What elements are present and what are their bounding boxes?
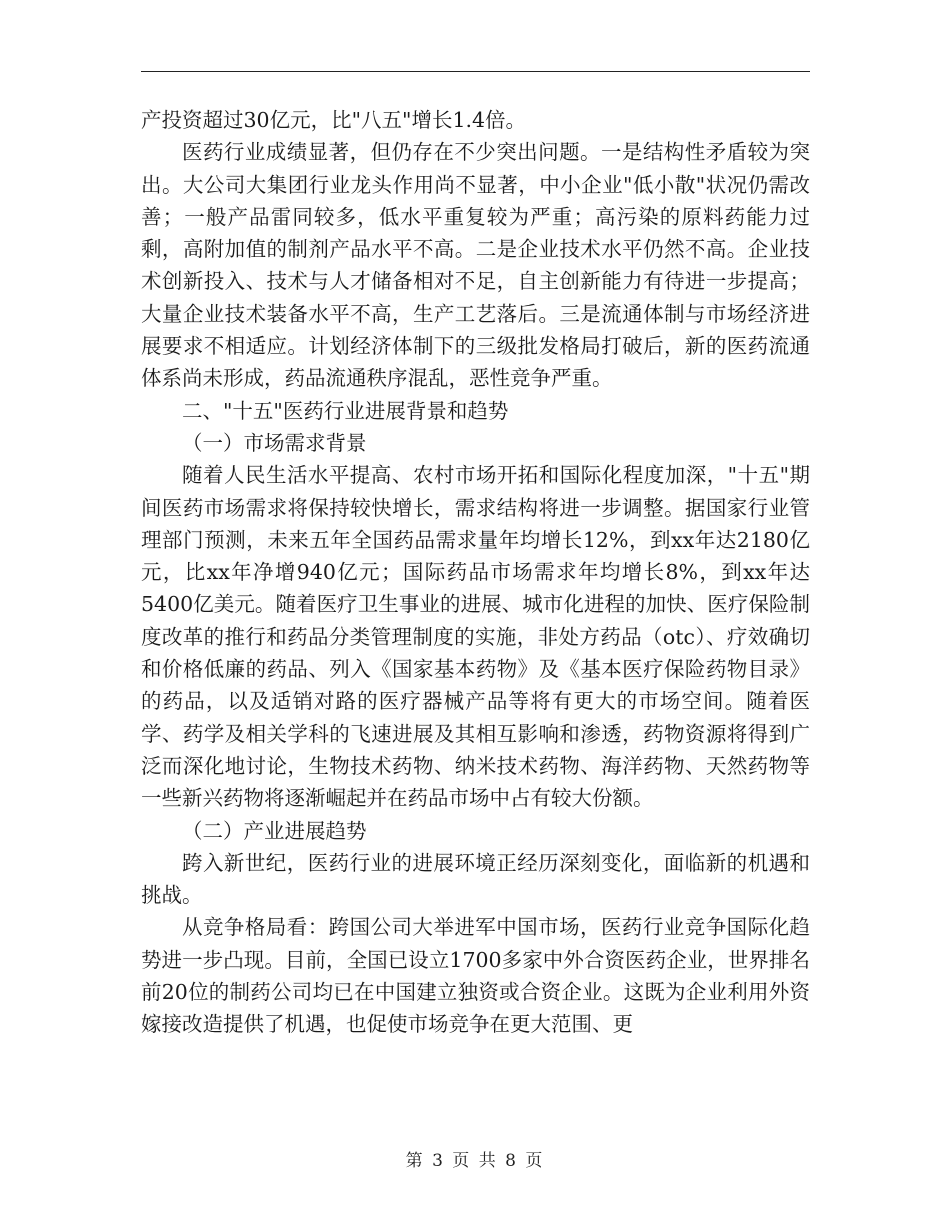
- paragraph-problems: 医药行业成绩显著，但仍存在不少突出问题。一是结构性矛盾较为突出。大公司大集团行业龙头作用尚不显著，中小企业"低小散"状况仍需改善；一般产品雷同较多，低水平重复较为严重；高污染的原料药能力过剩，高附加值的制剂产品水平不高。二是企业技术水平仍然不高。企业技术创新投入、技术与人才储备相对不足，自主创新能力有待进一步提高；大量企业技术装备水平不高，生产工艺落后。三是流通体制与市场经济进展要求不相适应。计划经济体制下的三级批发格局打破后，新的医药流通体系尚未形成，药品流通秩序混乱，恶性竞争严重。: [141, 140, 810, 391]
- paragraph-market-demand: 随着人民生活水平提高、农村市场开拓和国际化程度加深，"十五"期间医药市场需求将保持较快增长，需求结构将进一步调整。据国家行业管理部门预测，未来五年全国药品需求量年均增长12%，到xx年达2180亿元，比xx年净增940亿元；国际药品市场需求年均增长8%，到xx年达5400亿美元。随着医疗卫生事业的进展、城市化进程的加快、医疗保险制度改革的推行和药品分类管理制度的实施，非处方药品（otc）、疗效确切和价格低廉的药品、列入《国家基本药物》及《基本医疗保险药物目录》的药品，以及适销对路的医疗器械产品等将有更大的市场空间。随着医学、药学及相关学科的飞速进展及其相互影响和渗透，药物资源将得到广泛而深化地讨论，生物技术药物、纳米技术药物、海洋药物、天然药物等一些新兴药物将逐渐崛起并在药品市场中占有较大份额。: [141, 463, 810, 811]
- paragraph-new-century: 跨入新世纪，医药行业的进展环境正经历深刻变化，面临新的机遇和挑战。: [141, 850, 810, 908]
- page-number-footer: 第 3 页 共 8 页: [405, 1151, 545, 1171]
- document-body: [141, 104, 810, 1041]
- header-rule: [141, 71, 810, 72]
- paragraph-continuation: 产投资超过30亿元，比"八五"增长1.4倍。: [141, 108, 527, 132]
- section-heading-two: 二、"十五"医药行业进展背景和趋势: [182, 398, 509, 423]
- subsection-heading-industry-trend: （二）产业进展趋势: [182, 818, 367, 843]
- paragraph-competition: 从竞争格局看：跨国公司大举进军中国市场，医药行业竞争国际化趋势进一步凸现。目前，全国已设立1700多家中外合资医药企业，世界排名前20位的制药公司均已在中国建立独资或合资企业。这既为企业利用外资嫁接改造提供了机遇，也促使市场竞争在更大范围、更: [141, 915, 810, 1037]
- subsection-heading-market-demand: （一）市场需求背景: [182, 430, 367, 455]
